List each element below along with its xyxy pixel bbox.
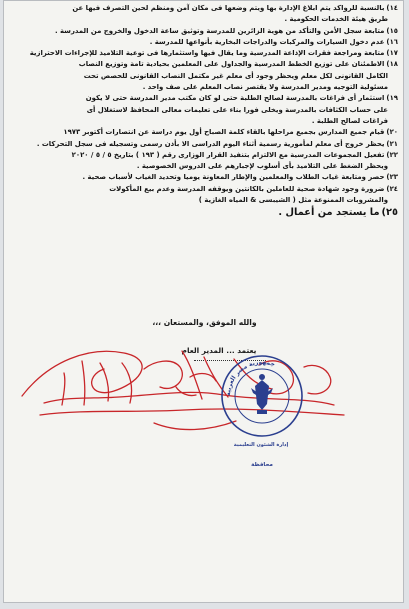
item-number: ٢٢) bbox=[386, 150, 398, 159]
list-item-continuation: مسئولية التوجيه ومدير المدرسة ولا يقتصر نصاب المعلم على صف واحد . bbox=[142, 83, 388, 92]
item-number: ٢١) bbox=[386, 139, 398, 148]
item-number: ٢٣) bbox=[386, 173, 398, 182]
list-item-continuation: والمشروبات الممنوعة مثل ( الشيبسى & المياه الغازية ) bbox=[198, 196, 388, 205]
seal-bottom-text: محافظة bbox=[251, 462, 273, 468]
item-text: الاطمئنان على توزيع الخطط المدرسية والجداول على المعلمين بحيادية تامة وتوزيع النصاب bbox=[78, 60, 385, 69]
document-page bbox=[3, 0, 404, 603]
list-item-continuation: فراغات لصالح الطلبة . bbox=[311, 116, 388, 125]
item-text: قيام جميع المدارس بجميع مراحلها بالقاء كلمة الصباح أول يوم دراسة عن انتصارات أكتوبر ١٩٧٣ bbox=[63, 128, 385, 137]
item-text: متابعة سجل الأمن والتأكد من هوية الزائرين للمدرسة وتوثيق ساعة الدخول والخروج من المدرسة . bbox=[54, 26, 385, 35]
item-number: ١٩) bbox=[386, 94, 398, 103]
item-number: ٢٤) bbox=[386, 184, 398, 193]
item-number: ١٥) bbox=[386, 26, 398, 35]
list-item-continuation: على حساب الكثافات بالمدرسة ويخلى فورا بناء على تعليمات معالى المحافظ لاستغلال أى bbox=[86, 105, 388, 114]
item-text: استثمار أى فراغات بالمدرسة لصالح الطلبة حتى لو كان مكتب مدير المدرسة حتى لا يكون bbox=[85, 94, 385, 103]
item-text: بالنسبة للرواكد يتم ابلاغ الإدارة بها ويتم وضعها فى مكان آمن ومنظم لحين التصرف فيها عن bbox=[72, 4, 385, 12]
official-seal bbox=[217, 346, 307, 446]
seal-label: إدارة الشئون التعليمية bbox=[233, 442, 289, 448]
item-text: ضرورة وجود شهادة صحية للعاملين بالكانتين ويوقفه المدرسة وعدم بيع المأكولات bbox=[109, 184, 385, 193]
item-text: متابعة ومراجعة فقرات الإذاعة المدرسية وما يقال فيها واستثمارها فى توعية التلاميذ للإجراءات الاحترازية bbox=[29, 49, 385, 58]
item-text: عدم دخول السيارات والمركبات والدراجات البخارية بأنواعها للمدرسة . bbox=[149, 37, 385, 46]
closing-line: والله الموفق، والمستعان ،،، bbox=[152, 318, 257, 327]
item-text: ما يستجد من أعمال . bbox=[278, 207, 380, 219]
item-number: ١٧) bbox=[386, 49, 398, 58]
seal-ring-text: جمهورية مصر العربية bbox=[224, 358, 276, 397]
item-text: يحظر خروج أى معلم لمأمورية رسمية أثناء اليوم الدراسى الا بأذن رسمى وتسجيله فى سجل التحركات . bbox=[36, 139, 385, 148]
list-item-continuation: ويحظر الضغط على التلاميذ بأى أسلوب لإجبارهم على الدروس الخصوصية . bbox=[136, 162, 388, 171]
handwritten-signature bbox=[4, 1, 404, 603]
list-item-continuation: الكامل القانونى لكل معلم ويحظر وجود أى معلم غير مكتمل النصاب القانونى للحصص تحت bbox=[83, 71, 388, 80]
item-number: ١٤) bbox=[386, 4, 398, 12]
item-text: تفعيل المجموعات المدرسية مع الالتزام بتنفيذ القرار الوزارى رقم ( ١٩٣ ) بتاريخ ٥ / ٥ / ٢٠٢٠ bbox=[71, 150, 385, 159]
item-number: ١٨) bbox=[386, 60, 398, 69]
item-number: ٢٠) bbox=[386, 128, 398, 137]
item-number: ٢٥) bbox=[381, 207, 398, 219]
item-number: ١٦) bbox=[386, 37, 398, 46]
list-item-continuation: طريق هيئة الخدمات الحكومية . bbox=[284, 15, 388, 24]
item-text: حصر ومتابعة غياب الطلاب والمعلمين والإطار المعاونة يوميا وتحديد الغياب لأسباب صحية . bbox=[82, 173, 385, 182]
approval-label: يعتمد ... المدير العام bbox=[181, 346, 257, 355]
